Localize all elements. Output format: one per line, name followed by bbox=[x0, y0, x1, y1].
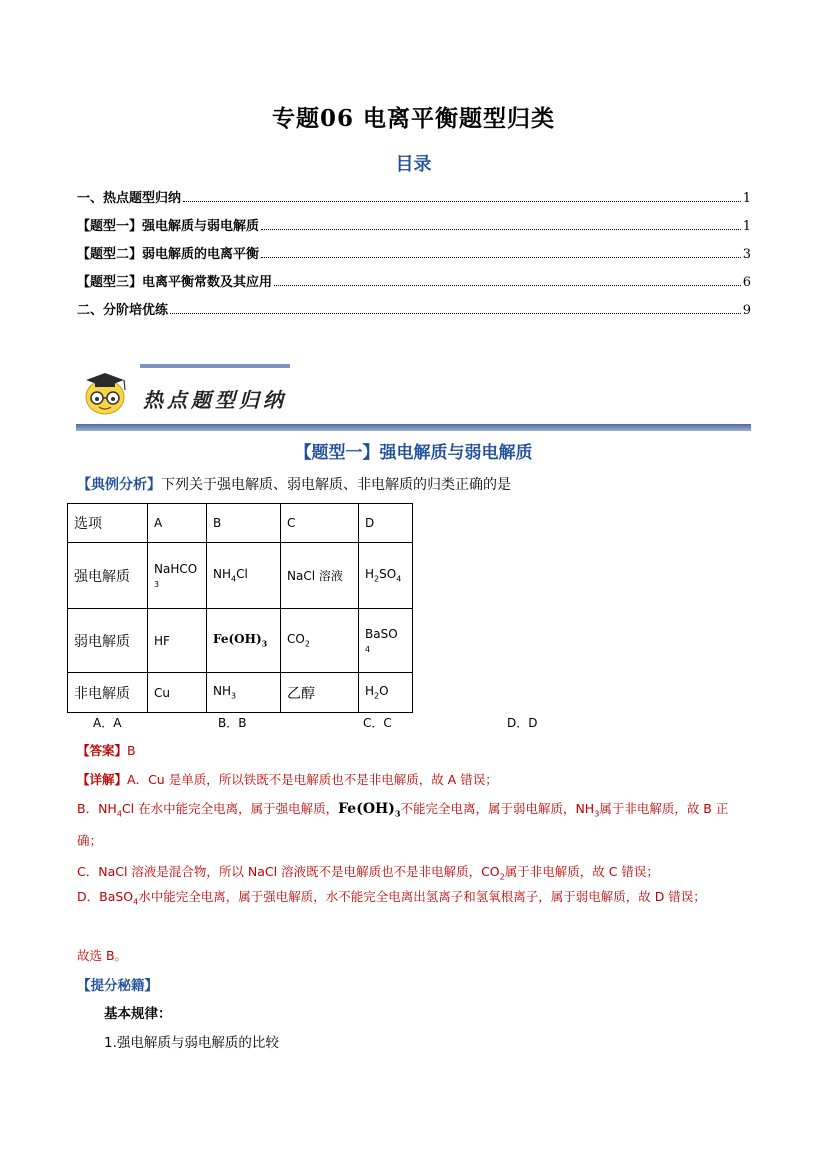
table-row-label: 非电解质 bbox=[68, 673, 148, 713]
table-cell: $Fe(OH)_3$ bbox=[207, 609, 281, 673]
choice-a[interactable]: A．A bbox=[93, 716, 122, 730]
toc-leader bbox=[261, 229, 741, 230]
answer-tag: 【答案】 bbox=[77, 743, 128, 758]
toc-entry-label: 【题型三】电离平衡常数及其应用 bbox=[77, 275, 273, 290]
table-row bbox=[68, 504, 413, 543]
scholar-emoji-icon bbox=[80, 370, 130, 416]
toc-leader bbox=[261, 257, 741, 258]
table-header-cell: D bbox=[359, 504, 413, 543]
table-cell: $H_2O$ bbox=[359, 673, 413, 713]
toc-entry[interactable] bbox=[77, 242, 751, 262]
tips-tag: 【提分秘籍】 bbox=[77, 978, 158, 994]
banner-accent-line bbox=[140, 364, 290, 368]
example-question bbox=[77, 474, 511, 494]
toc-entry[interactable] bbox=[77, 298, 751, 318]
options-table bbox=[67, 503, 413, 713]
toc-entry-page: 9 bbox=[742, 303, 751, 318]
toc-entry-page: 1 bbox=[742, 219, 751, 234]
section-divider bbox=[76, 424, 751, 431]
detail-line-d: D．BaSO$_4$水中能完全电离，属于强电解质，水不能完全电离出氢离子和氢氧根离子，属于弱电解质，故 D 错误； bbox=[77, 889, 706, 907]
toc-entry-page: 1 bbox=[742, 191, 751, 206]
page-title: 专题06 电离平衡题型归类 bbox=[271, 105, 555, 132]
table-cell: BaSO 4 bbox=[359, 609, 413, 673]
table-row-label: 强电解质 bbox=[68, 543, 148, 609]
toc-entry-label: 一、热点题型归纳 bbox=[77, 191, 182, 206]
tips-item-1: 1.强电解质与弱电解质的比较 bbox=[104, 1035, 279, 1051]
table-row bbox=[68, 543, 413, 609]
toc-entry-label: 二、分阶培优练 bbox=[77, 303, 169, 318]
toc-leader bbox=[274, 285, 741, 286]
table-cell: NaHCO 3 bbox=[148, 543, 207, 609]
table-header-cell: C bbox=[281, 504, 359, 543]
answer-value: B bbox=[127, 743, 136, 758]
table-row-label: 弱电解质 bbox=[68, 609, 148, 673]
table-cell: $CO_2$ bbox=[281, 609, 359, 673]
toc-entry[interactable] bbox=[77, 270, 751, 290]
tips-rule: 基本规律： bbox=[104, 1006, 172, 1022]
toc-entry-label: 【题型一】强电解质与弱电解质 bbox=[77, 219, 260, 234]
table-cell: $NH_3$ bbox=[207, 673, 281, 713]
table-cell: NaCl 溶液 bbox=[281, 543, 359, 609]
table-header-cell: B bbox=[207, 504, 281, 543]
example-question-text: 下列关于强电解质、弱电解质、非电解质的归类正确的是 bbox=[161, 477, 511, 493]
table-row bbox=[68, 609, 413, 673]
table-row bbox=[68, 673, 413, 713]
detail-conclusion: 故选 B。 bbox=[77, 948, 128, 963]
detail-line-c: C．NaCl 溶液是混合物，所以 NaCl 溶液既不是电解质也不是非电解质，$CO_2$属于非电解质，故 C 错误； bbox=[77, 864, 659, 882]
toc-entry[interactable] bbox=[77, 186, 751, 206]
answer-line bbox=[77, 741, 136, 759]
choice-b[interactable]: B．B bbox=[218, 716, 247, 730]
toc-entry[interactable] bbox=[77, 214, 751, 234]
banner-title: 热点题型归纳 bbox=[143, 388, 287, 412]
toc-entry-page: 6 bbox=[742, 275, 751, 290]
table-cell: $NH_4Cl$ bbox=[207, 543, 281, 609]
detail-tag: 【详解】 bbox=[77, 772, 128, 787]
toc-leader bbox=[170, 313, 741, 314]
toc-entry-label: 【题型二】弱电解质的电离平衡 bbox=[77, 247, 260, 262]
detail-line-b: B．$NH_4Cl$ 在水中能完全电离，属于强电解质，$Fe(OH)_3$不能完全电离，属于弱电解质，$NH_3$属于非电解质，故 B 正确； bbox=[77, 801, 729, 848]
toc-entry-page: 3 bbox=[742, 247, 751, 262]
choice-c[interactable]: C．C bbox=[363, 716, 392, 730]
section-heading: 【题型一】强电解质与弱电解质 bbox=[294, 443, 533, 463]
table-cell: HF bbox=[148, 609, 207, 673]
table-header-cell: A bbox=[148, 504, 207, 543]
toc-leader bbox=[183, 201, 741, 202]
table-cell: 乙醇 bbox=[281, 673, 359, 713]
example-tag: 【典例分析】 bbox=[77, 477, 161, 493]
choice-d[interactable]: D．D bbox=[507, 716, 538, 730]
table-cell: $H_2SO_4$ bbox=[359, 543, 413, 609]
toc-heading: 目录 bbox=[395, 154, 432, 175]
table-header-cell: 选项 bbox=[68, 504, 148, 543]
detail-line-a: 【详解】A．Cu 是单质，所以铁既不是电解质也不是非电解质，故 A 错误； bbox=[77, 772, 498, 787]
table-cell: Cu bbox=[148, 673, 207, 713]
